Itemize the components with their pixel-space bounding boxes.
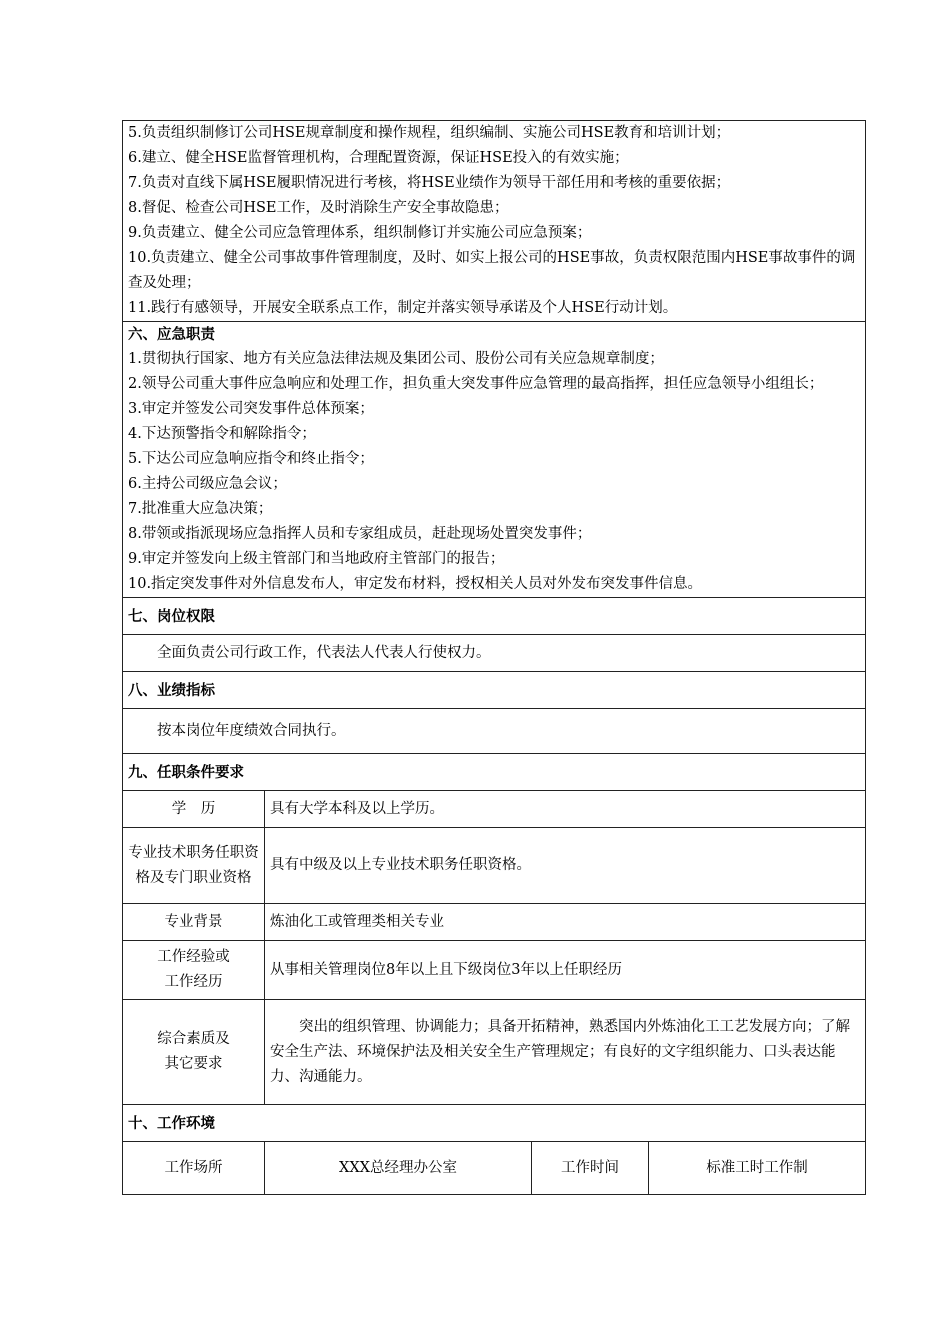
section5-item: 11.践行有感领导，开展安全联系点工作，制定并落实领导承诺及个人HSE行动计划。 (128, 300, 678, 316)
work-time-value: 标准工时工作制 (649, 1142, 866, 1195)
section5-item: 9.负责建立、健全公司应急管理体系，组织制修订并实施公司应急预案； (128, 225, 592, 241)
requirement-value: 具有中级及以上专业技术职务任职资格。 (265, 828, 866, 904)
section6-item: 10.指定突发事件对外信息发布人，审定发布材料，授权相关人员对外发布突发事件信息。 (128, 576, 703, 592)
section9-title-row (123, 754, 866, 791)
requirement-label: 工作经验或工作经历 (123, 941, 265, 1000)
section5-content (123, 121, 866, 322)
requirement-row (123, 791, 866, 828)
work-environment-row (123, 1142, 866, 1195)
section5-item: 8.督促、检查公司HSE工作，及时消除生产安全事故隐患； (128, 200, 509, 216)
section6-item: 5.下达公司应急响应指令和终止指令； (128, 451, 374, 467)
section5-item: 5.负责组织制修订公司HSE规章制度和操作规程，组织编制、实施公司HSE教育和培训计划； (128, 125, 731, 141)
section8-text-row (123, 709, 866, 754)
section5-item: 7.负责对直线下属HSE履职情况进行考核，将HSE业绩作为领导干部任用和考核的重要依据； (128, 175, 731, 191)
section6-item: 4.下达预警指令和解除指令； (128, 426, 316, 442)
section6-row (123, 322, 866, 598)
section10-title: 十、工作环境 (123, 1105, 866, 1142)
section5-item: 10.负责建立、健全公司事故事件管理制度，及时、如实上报公司的HSE事故，负责权限范围内HSE事故事件的调查及处理； (128, 250, 856, 291)
section5-item: 6.建立、健全HSE监督管理机构，合理配置资源，保证HSE投入的有效实施； (128, 150, 629, 166)
section6-item: 9.审定并签发向上级主管部门和当地政府主管部门的报告； (128, 551, 505, 567)
document (122, 120, 865, 1195)
section7-text: 全面负责公司行政工作，代表法人代表人行使权力。 (123, 635, 866, 672)
requirement-row (123, 904, 866, 941)
work-place-value: XXX总经理办公室 (265, 1142, 532, 1195)
requirement-label: 学 历 (123, 791, 265, 828)
section6-item: 6.主持公司级应急会议； (128, 476, 287, 492)
section8-text: 按本岗位年度绩效合同执行。 (123, 709, 866, 754)
requirement-value: 具有大学本科及以上学历。 (265, 791, 866, 828)
section10-title-row (123, 1105, 866, 1142)
section6-item: 3.审定并签发公司突发事件总体预案； (128, 401, 374, 417)
requirement-label: 专业技术职务任职资格及专门职业资格 (123, 828, 265, 904)
requirement-row (123, 828, 866, 904)
section6-item: 2.领导公司重大事件应急响应和处理工作，担负重大突发事件应急管理的最高指挥，担任应急领导小组组长； (128, 376, 824, 392)
section6-item: 1.贯彻执行国家、地方有关应急法律法规及集团公司、股份公司有关应急规章制度； (128, 351, 664, 367)
section8-title: 八、业绩指标 (123, 672, 866, 709)
requirement-value: 炼油化工或管理类相关专业 (265, 904, 866, 941)
section8-title-row (123, 672, 866, 709)
section7-title: 七、岗位权限 (123, 598, 866, 635)
section6-content (123, 322, 866, 598)
requirement-label: 专业背景 (123, 904, 265, 941)
section7-title-row (123, 598, 866, 635)
job-description-table (122, 120, 866, 1195)
section7-text-row (123, 635, 866, 672)
section6-item: 7.批准重大应急决策； (128, 501, 273, 517)
requirement-value: 从事相关管理岗位8年以上且下级岗位3年以上任职经历 (265, 941, 866, 1000)
requirement-label: 综合素质及其它要求 (123, 1000, 265, 1105)
work-time-label: 工作时间 (532, 1142, 649, 1195)
section5-row (123, 121, 866, 322)
requirement-row (123, 1000, 866, 1105)
requirement-value: 突出的组织管理、协调能力；具备开拓精神，熟悉国内外炼油化工工艺发展方向；了解安全生产法、环境保护法及相关安全生产管理规定；有良好的文字组织能力、口头表达能力、沟通能力。 (265, 1000, 866, 1105)
requirement-row (123, 941, 866, 1000)
section9-title: 九、任职条件要求 (123, 754, 866, 791)
section6-item: 8.带领或指派现场应急指挥人员和专家组成员，赶赴现场处置突发事件； (128, 526, 592, 542)
section6-title: 六、应急职责 (128, 326, 215, 343)
work-place-label: 工作场所 (123, 1142, 265, 1195)
